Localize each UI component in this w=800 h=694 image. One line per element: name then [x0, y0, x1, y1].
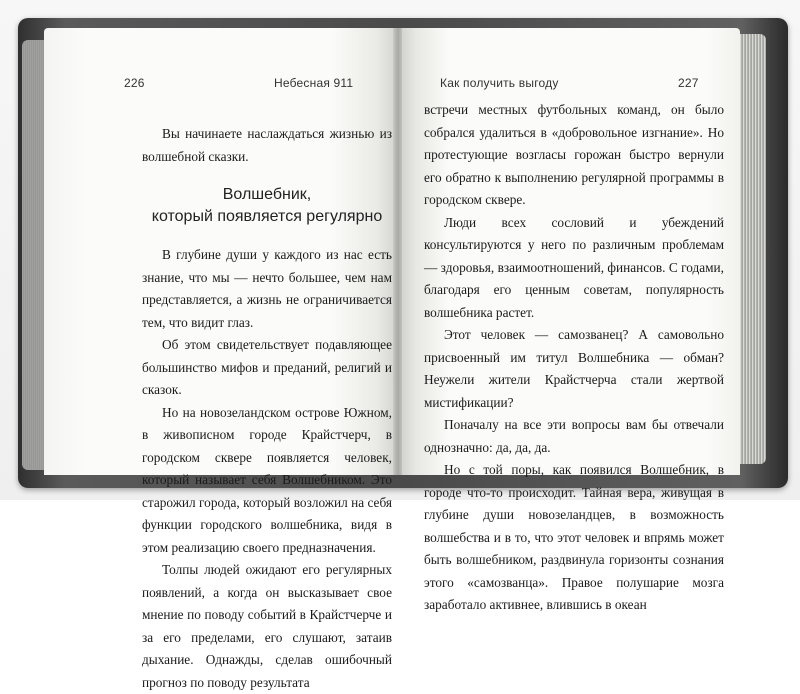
- right-page-edges: [740, 34, 766, 464]
- heading-line-1: Волшебник,: [222, 186, 312, 203]
- section-heading: [142, 184, 392, 228]
- left-paragraph-3: Но на новозеландском острове Южном, в живописном городе Крайстчерч, в городском сквере появляется человек, который называет себя Волшебником. Это старожил города, который возложил на себя функции городского волшебника, видя в этом реализацию своего предназначения.: [142, 404, 392, 555]
- left-paragraph-1: В глубине души у каждого из нас есть знание, что мы — нечто большее, чем нам представляется, а жизнь не ограничивается тем, что видит глаз.: [142, 247, 392, 330]
- left-page-text: [142, 123, 392, 694]
- right-continuation-paragraph: встречи местных футбольных команд, он было собрался удалиться в «добровольное изгнание». Но протестующие возгласы горожан быстро вернули его обратно к выполнению регулярной программы в городском сквере.: [424, 102, 724, 207]
- left-page-number: 226: [124, 76, 145, 90]
- right-paragraph-3: Поначалу на все эти вопросы вам бы отвечали однозначно: да, да, да.: [424, 417, 724, 455]
- right-paragraph-1: Люди всех сословий и убеждений консультируются у него по различным проблемам — здоровья, взаимоотношений, финансов. С годами, благодаря его ценным советам, популярность волшебника растет.: [424, 214, 724, 320]
- right-page-text: [424, 99, 724, 617]
- right-page: [402, 28, 740, 612]
- right-paragraph-2: Этот человек — самозванец? А самовольно присвоенный им титул Волшебника — обман? Неужели жители Крайстчерча стали жертвой мистификации?: [424, 327, 724, 410]
- right-paragraph-4: Но с той поры, как появился Волшебник, в городе что-то происходит. Тайная вера, живущая в глубине души новозеландцев, в возможность волшебства и в то, что этот человек и впрямь может быть волшебником, раздвинула горизонты сознания этого «самозванца». Правое полушарие мозга заработало активнее, влившись в океан: [424, 462, 724, 612]
- left-paragraph-2: Об этом свидетельствует подавляющее большинство мифов и преданий, религий и сказок.: [142, 337, 392, 397]
- left-page-edges: [22, 40, 44, 470]
- right-running-head: Как получить выгоду: [440, 76, 559, 90]
- heading-line-2: который появляется регулярно: [151, 208, 383, 225]
- left-running-head: Небесная 911: [274, 76, 354, 90]
- left-intro-paragraph: Вы начинаете наслаждаться жизнью из волшебной сказки.: [142, 126, 392, 164]
- left-paragraph-4: Толпы людей ожидают его регулярных появлений, а когда он высказывает свое мнение по поводу событий в Крайстчерче и за его пределами, его слушают, затаив дыхание. Однажды, сделав ошибочный прогноз по поводу результата: [142, 562, 392, 690]
- right-page-number: 227: [678, 76, 699, 90]
- left-page: [44, 28, 394, 690]
